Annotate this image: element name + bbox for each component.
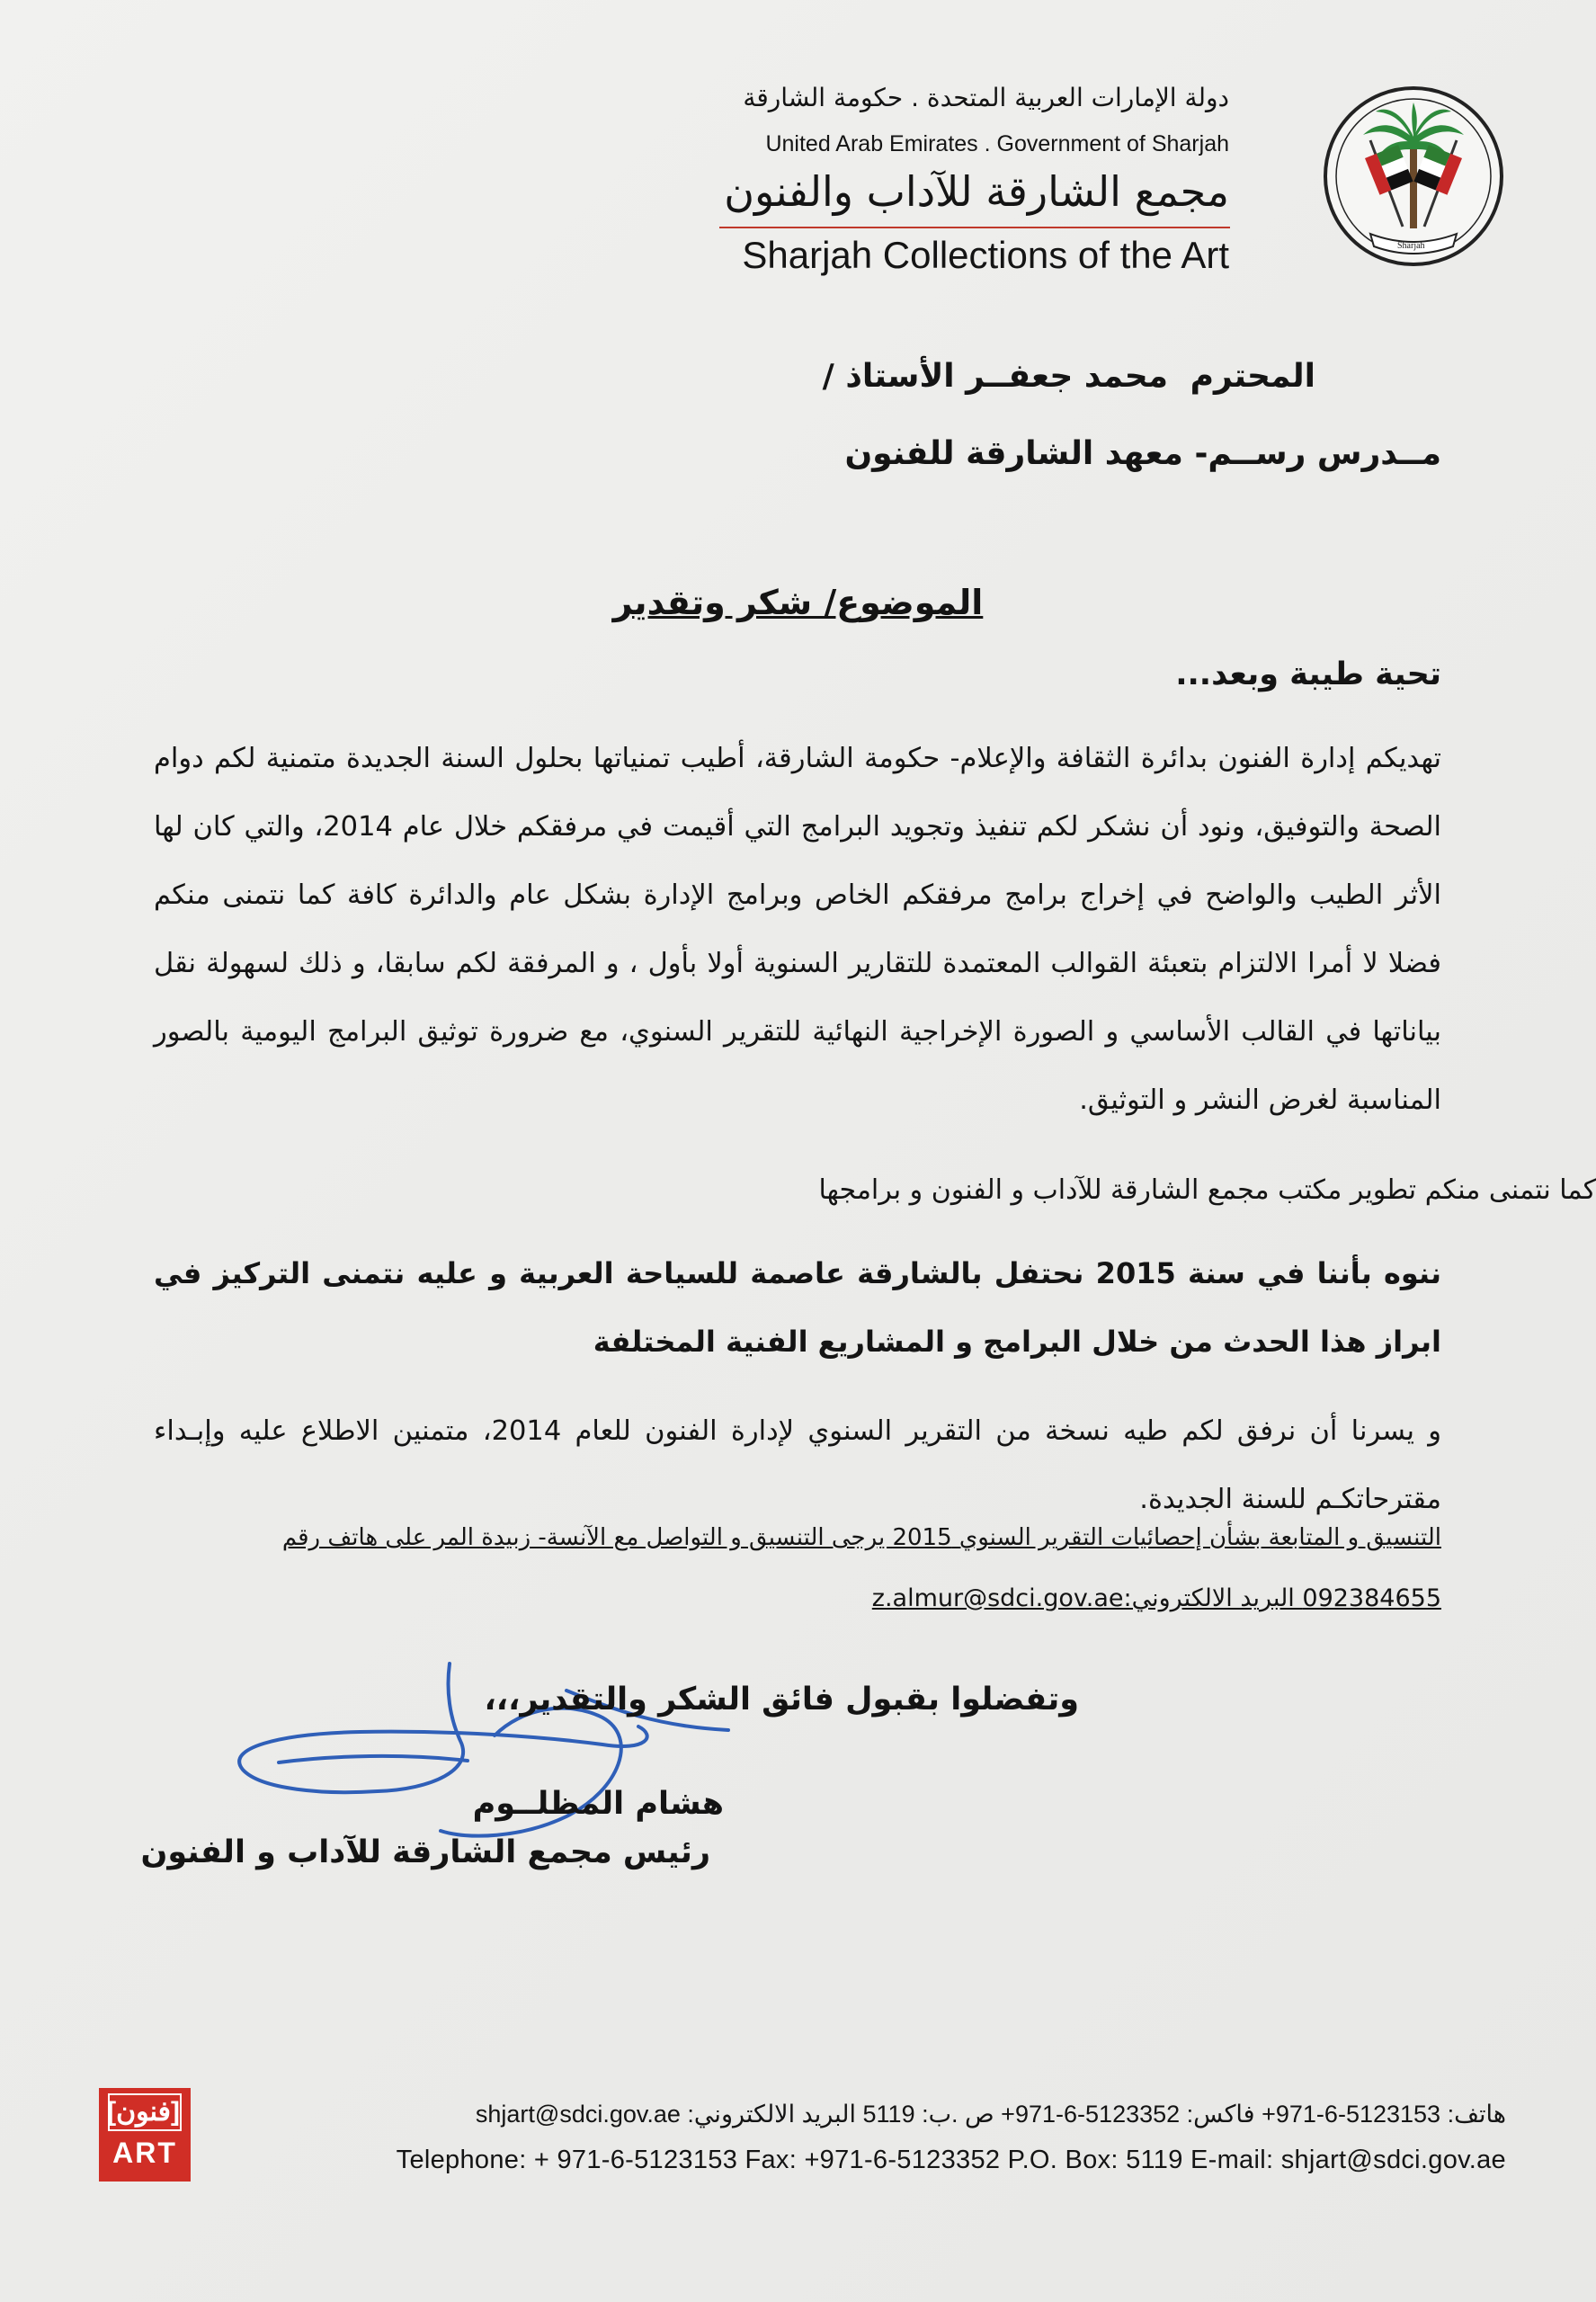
sharjah-emblem-icon [1320, 83, 1507, 273]
paragraph-2: كما نتمنى منكم تطوير مكتب مجمع الشارقة للآداب و الفنون و برامجها [818, 1174, 1596, 1206]
paragraph-1: تهديكم إدارة الفنون بدائرة الثقافة والإعلام- حكومة الشارقة، أطيب تمنياتها بحلول السنة الجديدة متمنية لكم دوام الصحة والتوفيق، ونود أن نشكر لكم تنفيذ وتجويد البرامج التي أقيمت في مرفقكم خلال عام 2014، والتي كان لها الأثر الطيب والواضح في إخراج برامج مرفقكم الخاص وبرامج الإدارة بشكل عام والدائرة كافة كما نتمنى منكم فضلا لا أمرا الالتزام بتعبئة القوالب المعتمدة للتقارير السنوية أولا بأول ، و المرفقة لكم سابقا، و ذلك لسهولة نقل بياناتها في القالب الأساسي و الصورة الإخراجية النهائية للتقرير السنوي، مع ضرورة توثيق البرامج اليومية بالصور المناسبة لغرض النشر و التوثيق. [154, 743, 1441, 1116]
addressee-role: مــدرس رســم- معهد الشارقة للفنون [844, 435, 1441, 472]
signer-title: رئيس مجمع الشارقة للآداب و الفنون [140, 1834, 710, 1870]
footer-contact-ar: هاتف: 5123153-6-971+ فاكس: 5123352-6-971+ ص .ب: 5119 البريد الالكتروني: shjart@sdci.gov.ae [475, 2101, 1506, 2128]
letter-subject: الموضوع/ شكر وتقدير [612, 583, 984, 622]
addressee-name: محمد جعفــر [966, 358, 1169, 395]
header-org-en: Sharjah Collections of the Art [742, 234, 1229, 276]
header-divider [719, 227, 1230, 228]
addressee-line [362, 358, 1441, 395]
art-logo-en: ART [112, 2137, 177, 2169]
header-country-ar: دولة الإمارات العربية المتحدة . حكومة الشارقة [743, 83, 1229, 112]
header-country-en: United Arab Emirates . Government of Sharjah [765, 131, 1229, 156]
addressee-title: الأستاذ / [822, 358, 955, 395]
addressee-honorific: المحترم [1190, 358, 1315, 395]
paragraph-4: و يسرنا أن نرفق لكم طيه نسخة من التقرير السنوي لإدارة الفنون للعام 2014، متمنين الاطلاع عليه وإبـداء مقترحاتكـم للسنة الجديدة. [154, 1415, 1441, 1515]
header-org-ar: مجمع الشارقة للآداب والفنون [724, 167, 1229, 216]
art-logo-ar: [فنون] [108, 2093, 182, 2131]
contact-email-note: 092384655 البريد الالكتروني:z.almur@sdci.gov.ae [871, 1584, 1441, 1612]
coordination-note: التنسيق و المتابعة بشأن إحصائيات التقرير السنوي 2015 يرجى التنسيق و التواصل مع الآنسة- زبيدة المر على هاتف رقم [281, 1524, 1441, 1551]
greeting: تحية طيبة وبعد... [1175, 656, 1441, 692]
svg-text:Sharjah: Sharjah [1397, 241, 1425, 251]
footer-contact-en: Telephone: + 971-6-5123153 Fax: +971-6-5123352 P.O. Box: 5119 E-mail: shjart@sdci.gov.ae [396, 2146, 1506, 2174]
closing-line: وتفضلوا بقبول فائق الشكر والتقدير،،، [484, 1682, 1079, 1718]
art-logo [99, 2088, 191, 2182]
signer-name: هشام المظلــوم [472, 1786, 724, 1822]
paragraph-3: ننوه بأننا في سنة 2015 نحتفل بالشارقة عاصمة للسياحة العربية و عليه نتمنى التركيز في ابراز هذا الحدث من خلال البرامج و المشاريع الفنية المختلفة [154, 1256, 1442, 1359]
